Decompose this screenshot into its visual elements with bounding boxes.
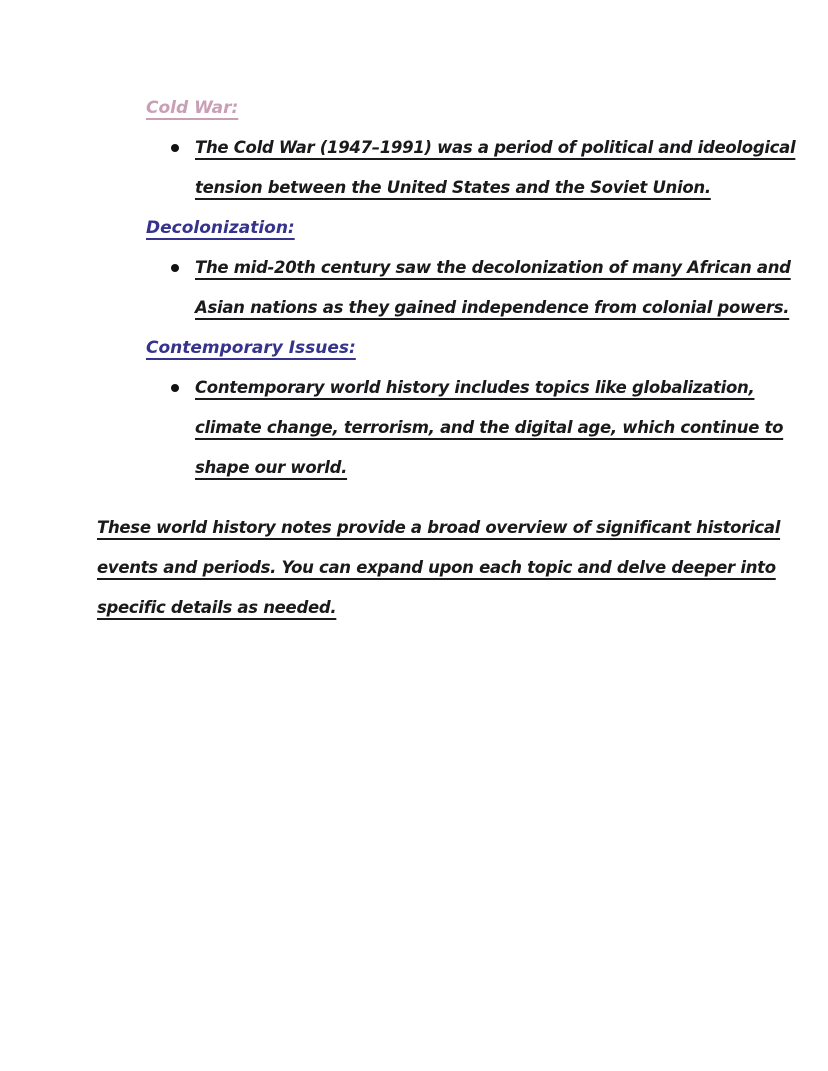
- bullet-line: [195, 168, 828, 208]
- closing-text: specific details as needed.: [97, 598, 337, 617]
- bullet-text: tension between the United States and the Soviet Union.: [195, 178, 711, 197]
- section-heading-contemporary-issues: [146, 328, 828, 368]
- bullet-line: [195, 288, 828, 328]
- bullet-item: [195, 368, 828, 488]
- document-content: [0, 88, 828, 628]
- bullet-line: [195, 368, 828, 408]
- closing-paragraph: [97, 508, 828, 628]
- bullet-line: [195, 448, 828, 488]
- bullet-text: Asian nations as they gained independence from colonial powers.: [195, 298, 790, 317]
- section-heading-text: Contemporary Issues:: [146, 338, 356, 358]
- closing-line: [97, 548, 828, 588]
- section-heading-text: Decolonization:: [146, 218, 295, 238]
- section-heading-decolonization: [146, 208, 828, 248]
- bullet-text: shape our world.: [195, 458, 348, 477]
- bullet-marker-icon: [171, 144, 179, 152]
- bullet-line: [195, 128, 828, 168]
- bullet-item: [195, 128, 828, 208]
- bullet-item: [195, 248, 828, 328]
- bullet-line: [195, 408, 828, 448]
- closing-text: events and periods. You can expand upon each topic and delve deeper into: [97, 558, 776, 577]
- bullet-marker-icon: [171, 264, 179, 272]
- section-heading-text: Cold War:: [146, 98, 239, 118]
- closing-line: [97, 588, 828, 628]
- bullet-line: [195, 248, 828, 288]
- bullet-text: Contemporary world history includes topics like globalization,: [195, 378, 755, 397]
- section-heading-cold-war: [146, 88, 828, 128]
- bullet-text: The Cold War (1947–1991) was a period of political and ideological: [195, 138, 796, 157]
- closing-line: [97, 508, 828, 548]
- bullet-text: climate change, terrorism, and the digital age, which continue to: [195, 418, 784, 437]
- closing-text: These world history notes provide a broad overview of significant historical: [97, 518, 781, 537]
- bullet-marker-icon: [171, 384, 179, 392]
- bullet-text: The mid-20th century saw the decolonization of many African and: [195, 258, 791, 277]
